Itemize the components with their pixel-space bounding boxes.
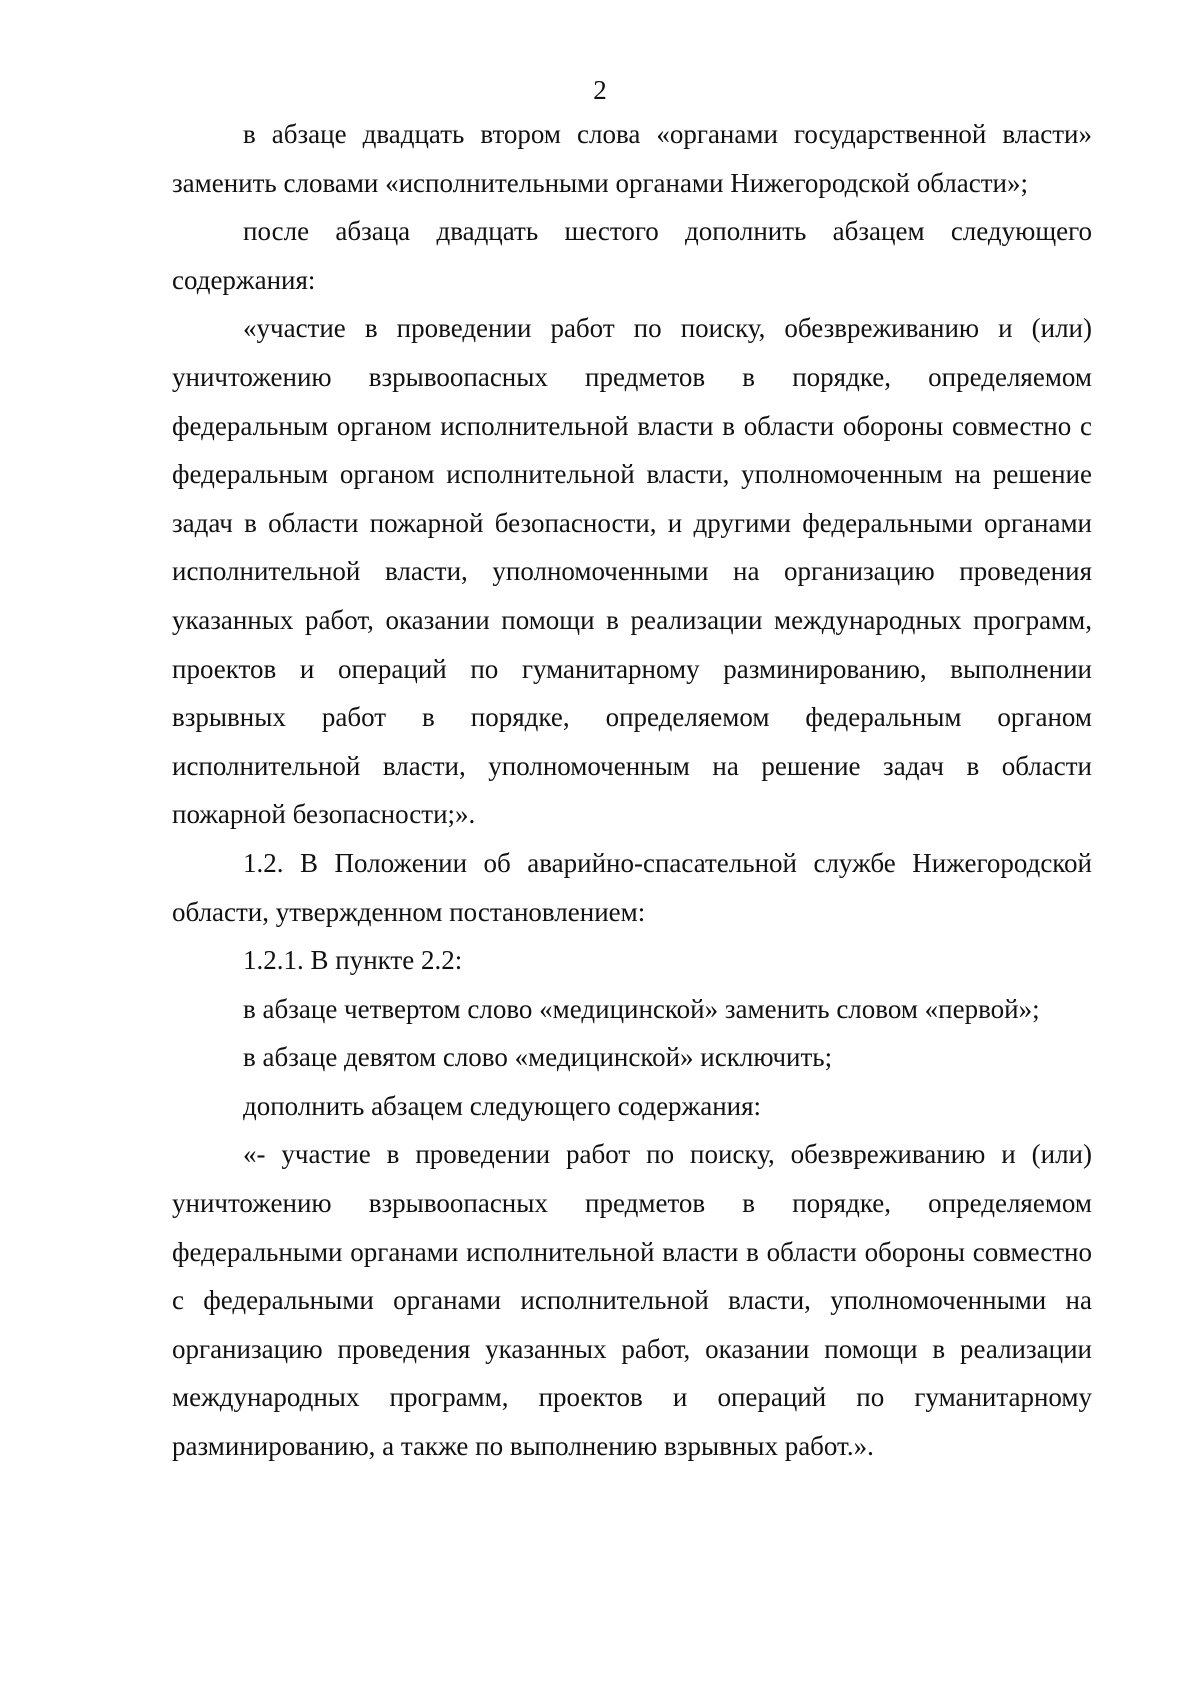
page-number: 2 [593, 75, 607, 105]
paragraph-8: дополнить абзацем следующего содержания: [243, 1090, 762, 1121]
document-body [172, 110, 1092, 1471]
paragraph-5: 1.2.1. В пункте 2.2: [243, 945, 463, 976]
paragraph-6: в абзаце четвертом слово «медицинской» заменить словом «первой»; [243, 993, 1040, 1024]
paragraph-9: «- участие в проведении работ по поиску, обезвреживанию и (или) уничтожению взрывоопасных предметов в порядке, определяемом федеральными органами исполнительной власти в области обороны совместно с федеральными органами исполнительной власти, уполномоченными на организацию проведения указанных работ, оказании помощи в реализации международных программ, проектов и операций по гуманитарному разминированию, а также по выполнению взрывных работ.». [172, 1139, 1092, 1462]
paragraph-7: в абзаце девятом слово «медицинской» исключить; [243, 1042, 833, 1073]
paragraph-4: 1.2. В Положении об аварийно-спасательной службе Нижегородской области, утвержденном постановлением: [172, 847, 1092, 927]
paragraph-1: в абзаце двадцать втором слова «органами государственной власти» заменить словами «исполнительными органами Нижегородской области»; [172, 119, 1092, 198]
paragraph-2: после абзаца двадцать шестого дополнить абзацем следующего содержания: [172, 216, 1092, 295]
paragraph-3: «участие в проведении работ по поиску, обезвреживанию и (или) уничтожению взрывоопасных предметов в порядке, определяемом федеральным органом исполнительной власти в области обороны совместно с федеральным органом исполнительной власти, уполномоченным на решение задач в области пожарной безопасности, и другими федеральными органами исполнительной власти, уполномоченными на организацию проведения указанных работ, оказании помощи в реализации международных программ, проектов и операций по гуманитарному разминированию, выполнении взрывных работ в порядке, определяемом федеральным органом исполнительной власти, уполномоченным на решение задач в области пожарной безопасности;». [172, 313, 1092, 830]
